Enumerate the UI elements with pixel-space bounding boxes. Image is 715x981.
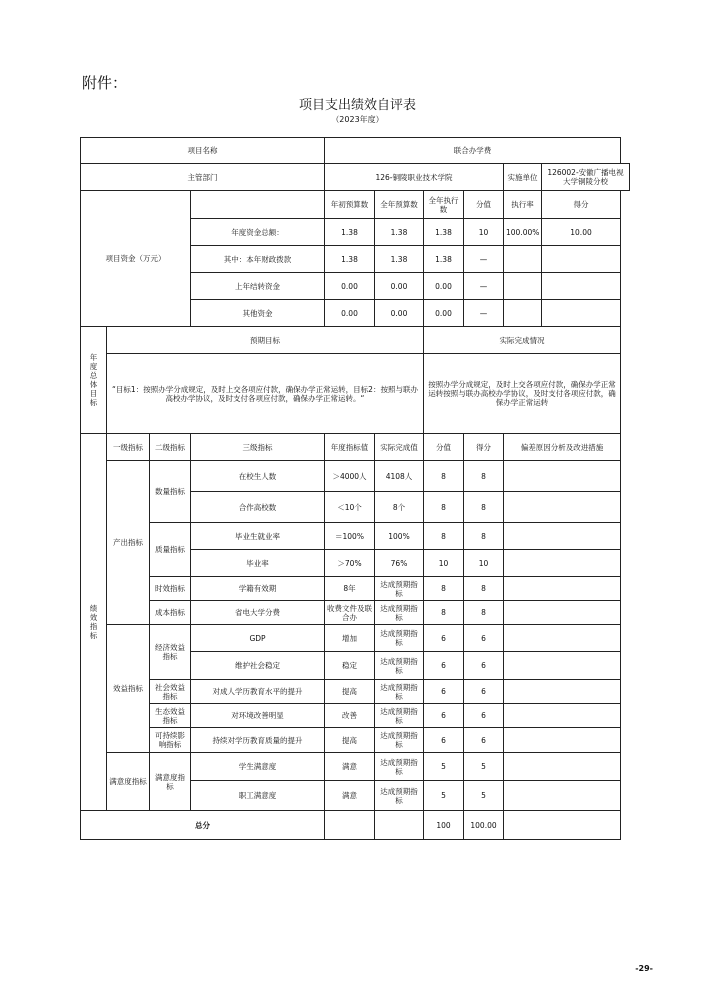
subgroup-ecological: 生态效益指标 [150, 704, 191, 728]
subgroup-cost: 成本指标 [150, 601, 191, 625]
score-value-cell: 8 [424, 601, 464, 625]
score-value-cell: 8 [424, 577, 464, 601]
subgroup-social: 社会效益指标 [150, 680, 191, 704]
table-row [81, 728, 630, 753]
target-cell: 收费文件及联合办 [325, 601, 375, 625]
score-value-cell: 6 [424, 652, 464, 680]
funds-initial: 1.38 [325, 219, 375, 246]
analysis-cell [504, 781, 621, 811]
actual-cell: 达成预期指标 [375, 625, 424, 652]
score-cell: 6 [464, 728, 504, 753]
score-value-cell: 8 [424, 523, 464, 550]
funds-initial: 1.38 [325, 246, 375, 273]
funds-score-value: 10 [464, 219, 504, 246]
funds-rate [504, 273, 542, 300]
actual-cell: 达成预期指标 [375, 680, 424, 704]
table-row [81, 625, 630, 652]
target-cell: 8年 [325, 577, 375, 601]
funds-initial: 0.00 [325, 273, 375, 300]
indicators-section-label: 绩效指标 [81, 434, 107, 811]
subgroup-timeliness: 时效指标 [150, 577, 191, 601]
performance-table [80, 137, 630, 840]
score-cell: 10 [464, 550, 504, 577]
total-label: 总分 [81, 811, 325, 840]
target-cell: ＞70% [325, 550, 375, 577]
table-row [81, 704, 630, 728]
target-cell: 提高 [325, 680, 375, 704]
analysis-cell [504, 523, 621, 550]
funds-score [542, 246, 621, 273]
actual-cell: 达成预期指标 [375, 652, 424, 680]
department-row [81, 164, 630, 191]
attachment-label: 附件： [82, 74, 128, 92]
analysis-cell [504, 577, 621, 601]
funds-full: 1.38 [375, 246, 424, 273]
level3-cell: 学籍有效期 [191, 577, 325, 601]
header-level1: 一级指标 [107, 434, 150, 461]
unit-label: 实施单位 [504, 164, 542, 191]
funds-header-blank [191, 191, 325, 219]
level3-cell: 毕业率 [191, 550, 325, 577]
header-actual: 实际完成值 [375, 434, 424, 461]
funds-exec: 0.00 [424, 273, 464, 300]
funds-score [542, 273, 621, 300]
funds-rate [504, 300, 542, 327]
analysis-cell [504, 753, 621, 781]
funds-initial: 0.00 [325, 300, 375, 327]
overall-goal-row [81, 354, 630, 434]
funds-exec: 0.00 [424, 300, 464, 327]
level3-cell: 对成人学历教育水平的提升 [191, 680, 325, 704]
actual-cell: 100% [375, 523, 424, 550]
funds-score-value: — [464, 300, 504, 327]
analysis-cell [504, 461, 621, 492]
level3-cell: 学生满意度 [191, 753, 325, 781]
subgroup-quantity: 数量指标 [150, 461, 191, 523]
score-value-cell: 5 [424, 781, 464, 811]
funds-full: 0.00 [375, 273, 424, 300]
actual-cell: 8个 [375, 492, 424, 523]
score-cell: 8 [464, 523, 504, 550]
total-target-blank [325, 811, 375, 840]
score-value-cell: 8 [424, 461, 464, 492]
funds-header-exec: 全年执行数 [424, 191, 464, 219]
target-cell: ＜10个 [325, 492, 375, 523]
funds-header-full: 全年预算数 [375, 191, 424, 219]
score-cell: 8 [464, 492, 504, 523]
target-cell: 满意 [325, 753, 375, 781]
project-name-value: 联合办学费 [325, 138, 621, 164]
table-row [81, 461, 630, 492]
score-cell: 8 [464, 461, 504, 492]
funds-row-label: 其中：本年财政拨款 [191, 246, 325, 273]
subgroup-sustainable: 可持续影响指标 [150, 728, 191, 753]
level3-cell: 持续对学历教育质量的提升 [191, 728, 325, 753]
analysis-cell [504, 680, 621, 704]
target-cell: ＞4000人 [325, 461, 375, 492]
page-number: -29- [635, 964, 653, 973]
level3-cell: 毕业生就业率 [191, 523, 325, 550]
department-label: 主管部门 [81, 164, 325, 191]
funds-header-rate: 执行率 [504, 191, 542, 219]
score-cell: 8 [464, 601, 504, 625]
funds-label: 项目资金（万元） [81, 191, 191, 327]
score-value-cell: 6 [424, 728, 464, 753]
score-value-cell: 10 [424, 550, 464, 577]
actual-cell: 达成预期指标 [375, 781, 424, 811]
overall-goal-header-row [81, 327, 630, 354]
analysis-cell [504, 492, 621, 523]
funds-score-value: — [464, 246, 504, 273]
funds-header-score: 得分 [542, 191, 621, 219]
analysis-cell [504, 652, 621, 680]
subgroup-satisfaction: 满意度指标 [150, 753, 191, 811]
header-analysis: 偏差原因分析及改进措施 [504, 434, 621, 461]
funds-score [542, 300, 621, 327]
analysis-cell [504, 704, 621, 728]
target-cell: 满意 [325, 781, 375, 811]
funds-exec: 1.38 [424, 246, 464, 273]
target-cell: 改善 [325, 704, 375, 728]
score-value-cell: 6 [424, 704, 464, 728]
subgroup-economic: 经济效益指标 [150, 625, 191, 680]
funds-score-value: — [464, 273, 504, 300]
funds-header-row [81, 191, 630, 219]
analysis-cell [504, 625, 621, 652]
target-cell: 提高 [325, 728, 375, 753]
table-row [81, 601, 630, 625]
score-cell: 6 [464, 652, 504, 680]
actual-cell: 4108人 [375, 461, 424, 492]
table-row [81, 523, 630, 550]
level3-cell: 维护社会稳定 [191, 652, 325, 680]
funds-exec: 1.38 [424, 219, 464, 246]
project-name-label: 项目名称 [81, 138, 325, 164]
group-benefit: 效益指标 [107, 625, 150, 753]
table-row [81, 577, 630, 601]
score-value-cell: 6 [424, 680, 464, 704]
header-target: 年度指标值 [325, 434, 375, 461]
table-row [81, 680, 630, 704]
total-row [81, 811, 630, 840]
funds-rate: 100.00% [504, 219, 542, 246]
funds-score: 10.00 [542, 219, 621, 246]
header-level3: 三级指标 [191, 434, 325, 461]
funds-row-label: 其他资金 [191, 300, 325, 327]
score-cell: 5 [464, 753, 504, 781]
score-value-cell: 5 [424, 753, 464, 781]
overall-goal-label: 年度总体目标 [81, 327, 107, 434]
level3-cell: 对环境改善明显 [191, 704, 325, 728]
unit-value: 126002-安徽广播电视大学铜陵分校 [542, 164, 630, 191]
table-row [81, 753, 630, 781]
total-score: 100.00 [464, 811, 504, 840]
actual-cell: 达成预期指标 [375, 577, 424, 601]
header-level2: 二级指标 [150, 434, 191, 461]
actual-cell: 76% [375, 550, 424, 577]
total-analysis-blank [504, 811, 621, 840]
funds-full: 1.38 [375, 219, 424, 246]
actual-cell: 达成预期指标 [375, 753, 424, 781]
analysis-cell [504, 601, 621, 625]
score-value-cell: 8 [424, 492, 464, 523]
header-score: 得分 [464, 434, 504, 461]
score-cell: 6 [464, 704, 504, 728]
funds-row-label: 年度资金总额： [191, 219, 325, 246]
project-name-row [81, 138, 630, 164]
actual-cell: 达成预期指标 [375, 601, 424, 625]
funds-rate [504, 246, 542, 273]
level3-cell: 合作高校数 [191, 492, 325, 523]
score-value-cell: 6 [424, 625, 464, 652]
funds-full: 0.00 [375, 300, 424, 327]
funds-row-label: 上年结转资金 [191, 273, 325, 300]
level3-cell: 省电大学分费 [191, 601, 325, 625]
actual-completion-header: 实际完成情况 [424, 327, 621, 354]
score-cell: 6 [464, 625, 504, 652]
score-cell: 6 [464, 680, 504, 704]
actual-cell: 达成预期指标 [375, 728, 424, 753]
target-cell: ＝100% [325, 523, 375, 550]
actual-cell: 达成预期指标 [375, 704, 424, 728]
actual-completion-text: 按照办学分成规定，及时上交各项应付款，确保办学正常运转按照与联办高校办学协议，及时支付各项应付款，确保办学正常运转 [424, 354, 621, 434]
funds-header-score-value: 分值 [464, 191, 504, 219]
score-cell: 5 [464, 781, 504, 811]
analysis-cell [504, 728, 621, 753]
indicator-header-row [81, 434, 630, 461]
expected-goal-text: “目标1：按照办学分成规定，及时上交各项应付款，确保办学正常运转，目标2：按照与联办高校办学协议，及时支付各项应付款，确保办学正常运转。“ [107, 354, 424, 434]
header-score-value: 分值 [424, 434, 464, 461]
level3-cell: 职工满意度 [191, 781, 325, 811]
score-cell: 8 [464, 577, 504, 601]
expected-goal-header: 预期目标 [107, 327, 424, 354]
group-output: 产出指标 [107, 461, 150, 625]
target-cell: 稳定 [325, 652, 375, 680]
level3-cell: 在校生人数 [191, 461, 325, 492]
total-score-value: 100 [424, 811, 464, 840]
funds-header-initial: 年初预算数 [325, 191, 375, 219]
subgroup-quality: 质量指标 [150, 523, 191, 577]
target-cell: 增加 [325, 625, 375, 652]
department-value: 126-铜陵职业技术学院 [325, 164, 504, 191]
analysis-cell [504, 550, 621, 577]
total-actual-blank [375, 811, 424, 840]
level3-cell: GDP [191, 625, 325, 652]
group-satisfaction: 满意度指标 [107, 753, 150, 811]
page-title: 项目支出绩效自评表 [298, 98, 416, 113]
year-label: （2023年度） [331, 115, 384, 124]
